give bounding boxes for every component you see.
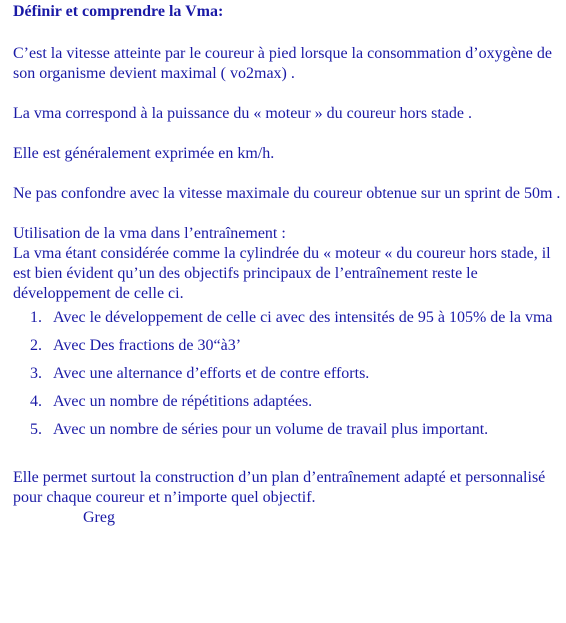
- list-item: Avec un nombre de séries pour un volume de travail plus important.: [53, 421, 489, 438]
- training-methods-list: [13, 304, 561, 444]
- paragraph-distinction: Ne pas confondre avec la vitesse maximale du coureur obtenue sur un sprint de 50m .: [13, 185, 561, 202]
- usage-intro: La vma étant considérée comme la cylindrée du « moteur « du coureur hors stade, il est bien évident qu’un des objectifs principaux de l’entraînement reste le développement de celle ci.: [13, 245, 551, 302]
- paragraph-unit: Elle est généralement exprimée en km/h.: [13, 145, 275, 162]
- document-body: [13, 2, 561, 528]
- signature: Greg: [83, 509, 115, 526]
- list-item: Avec Des fractions de 30“à3’: [53, 337, 242, 354]
- document-heading: Définir et comprendre la Vma:: [13, 3, 224, 20]
- paragraph-closing: Elle permet surtout la construction d’un plan d’entraînement adapté et personnalisé pour chaque coureur et n’importe quel objectif.: [13, 469, 546, 506]
- usage-title: Utilisation de la vma dans l’entraînement :: [13, 225, 286, 242]
- list-item: Avec une alternance d’efforts et de contre efforts.: [53, 365, 370, 382]
- paragraph-engine: La vma correspond à la puissance du « moteur » du coureur hors stade .: [13, 105, 472, 122]
- list-item: Avec le développement de celle ci avec des intensités de 95 à 105% de la vma: [53, 309, 553, 326]
- list-item: Avec un nombre de répétitions adaptées.: [53, 393, 313, 410]
- paragraph-definition: C’est la vitesse atteinte par le coureur à pied lorsque la consommation d’oxygène de son organisme devient maximal ( vo2max) .: [13, 45, 552, 82]
